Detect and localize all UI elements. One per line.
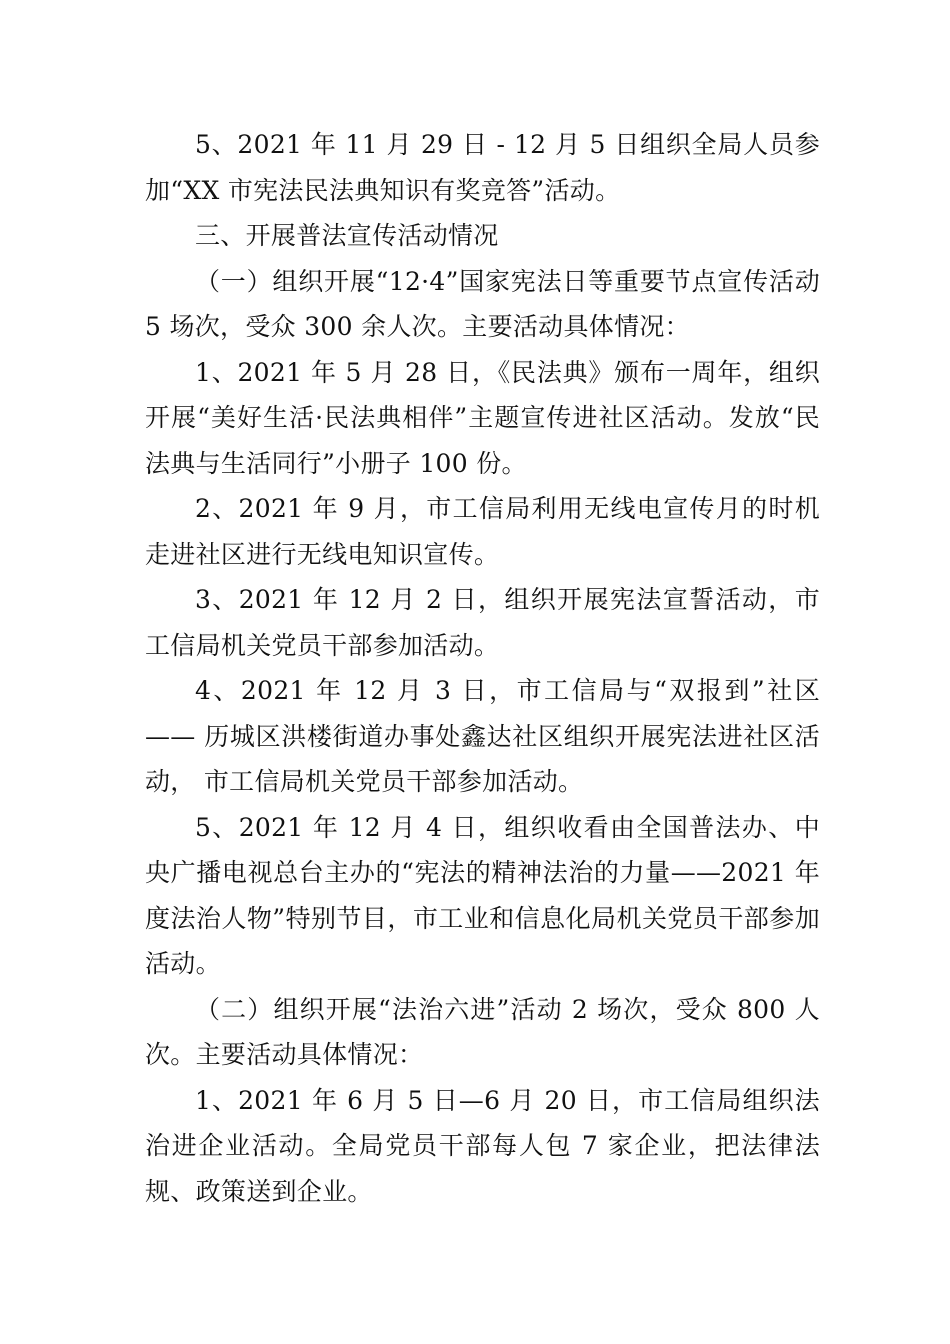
paragraph-activity-1: 1、2021 年 5 月 28 日，《民法典》颁布一周年，组织开展“美好生活·民法典相伴”主题宣传进社区活动。发放“民法典与生活同行”小册子 100 份。: [145, 357, 820, 478]
paragraph-activity-5: 5、2021 年 12 月 4 日，组织收看由全国普法办、中央广播电视总台主办的“宪法的精神法治的力量——2021 年度法治人物”特别节目，市工业和信息化局机关党员干部参加活动。: [145, 812, 820, 978]
paragraph-activity-3: 3、2021 年 12 月 2 日，组织开展宪法宣誓活动，市工信局机关党员干部参加活动。: [145, 585, 820, 660]
paragraph-item-5-quiz: 5、2021 年 11 月 29 日 - 12 月 5 日组织全局人员参加“XX 市宪法民法典知识有奖竞答”活动。: [145, 130, 820, 205]
subsection-heading-1: （一）组织开展“12·4”国家宪法日等重要节点宣传活动 5 场次，受众 300 余人次。主要活动具体情况：: [145, 266, 820, 341]
section-heading-3: 三、开展普法宣传活动情况: [195, 221, 499, 250]
paragraph-six-entries-1: 1、2021 年 6 月 5 日—6 月 20 日，市工信局组织法治进企业活动。全局党员干部每人包 7 家企业，把法律法规、政策送到企业。: [145, 1085, 820, 1206]
subsection-heading-2: （二）组织开展“法治六进”活动 2 场次，受众 800 人次。主要活动具体情况：: [145, 994, 820, 1069]
paragraph-activity-4: 4、2021 年 12 月 3 日，市工信局与“双报到”社区—— 历城区洪楼街道办事处鑫达社区组织开展宪法进社区活动， 市工信局机关党员干部参加活动。: [145, 676, 820, 796]
paragraph-activity-2: 2、2021 年 9 月，市工信局利用无线电宣传月的时机走进社区进行无线电知识宣传。: [145, 494, 820, 569]
document-body: [145, 122, 820, 1214]
